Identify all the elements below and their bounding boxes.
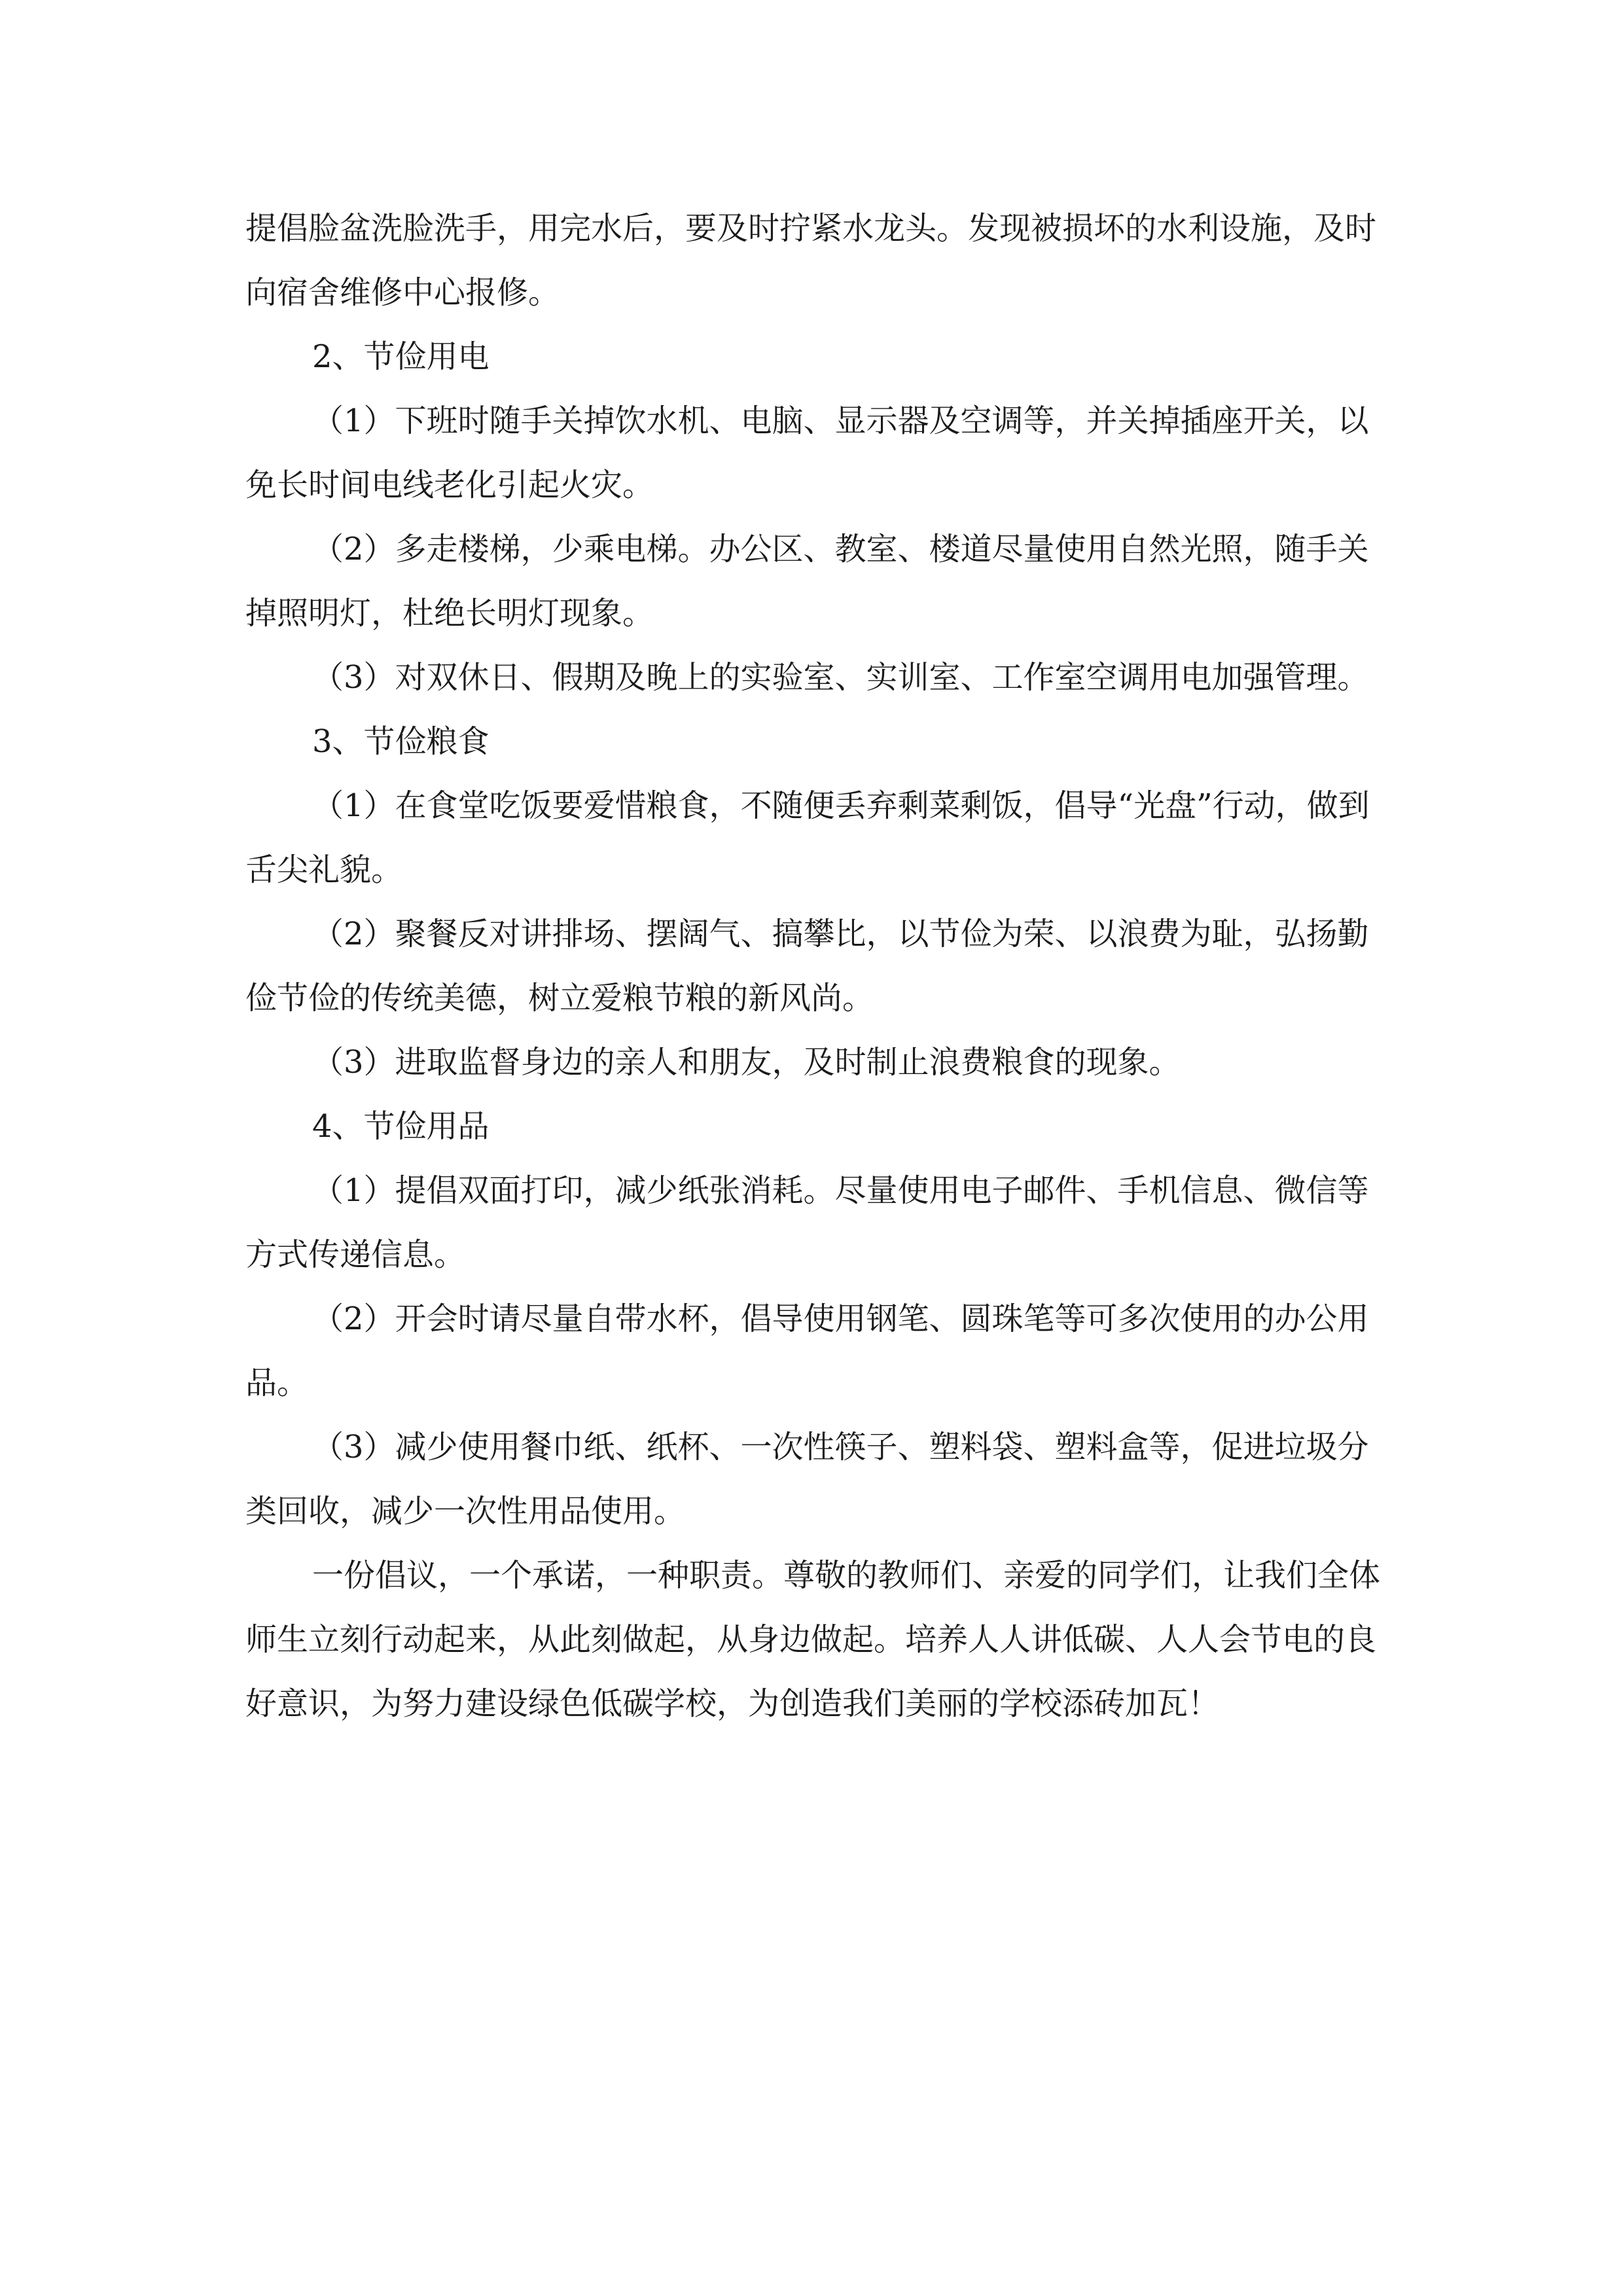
list-item-food-1: （1）在食堂吃饭要爱惜粮食，不随便丢弃剩菜剩饭，倡导“光盘”行动，做到舌尖礼貌。 — [245, 787, 1370, 888]
list-item-electricity-2: （2）多走楼梯，少乘电梯。办公区、教室、楼道尽量使用自然光照，随手关掉照明灯，杜绝长明灯现象。 — [245, 531, 1369, 632]
list-item-goods-1: （1）提倡双面打印，减少纸张消耗。尽量使用电子邮件、手机信息、微信等方式传递信息。 — [245, 1172, 1369, 1273]
list-item-electricity-1: （1）下班时随手关掉饮水机、电脑、显示器及空调等，并关掉插座开关，以免长时间电线老化引起火灾。 — [245, 403, 1369, 503]
list-item-food-3: （3）进取监督身边的亲人和朋友，及时制止浪费粮食的现象。 — [312, 1044, 1181, 1081]
section-heading-electricity: 2、节俭用电 — [312, 338, 490, 375]
section-heading-goods: 4、节俭用品 — [312, 1108, 490, 1145]
list-item-goods-3: （3）减少使用餐巾纸、纸杯、一次性筷子、塑料袋、塑料盒等，促进垃圾分类回收，减少一次性用品使用。 — [245, 1429, 1369, 1530]
section-heading-food: 3、节俭粮食 — [312, 723, 490, 760]
paragraph-water-continued: 提倡脸盆洗脸洗手，用完水后，要及时拧紧水龙头。发现被损坏的水利设施，及时向宿舍维修中心报修。 — [245, 210, 1377, 311]
document-body — [245, 196, 1384, 1736]
list-item-electricity-3: （3）对双休日、假期及晚上的实验室、实训室、工作室空调用电加强管理。 — [312, 659, 1369, 696]
list-item-food-2: （2）聚餐反对讲排场、摆阔气、搞攀比，以节俭为荣、以浪费为耻，弘扬勤俭节俭的传统美德，树立爱粮节粮的新风尚。 — [245, 916, 1369, 1016]
list-item-goods-2: （2）开会时请尽量自带水杯，倡导使用钢笔、圆珠笔等可多次使用的办公用品。 — [245, 1300, 1369, 1401]
closing-paragraph: 一份倡议，一个承诺，一种职责。尊敬的教师们、亲爱的同学们，让我们全体师生立刻行动起来，从此刻做起，从身边做起。培养人人讲低碳、人人会节电的良好意识，为努力建设绿色低碳学校，为创造我们美丽的学校添砖加瓦！ — [245, 1557, 1381, 1722]
